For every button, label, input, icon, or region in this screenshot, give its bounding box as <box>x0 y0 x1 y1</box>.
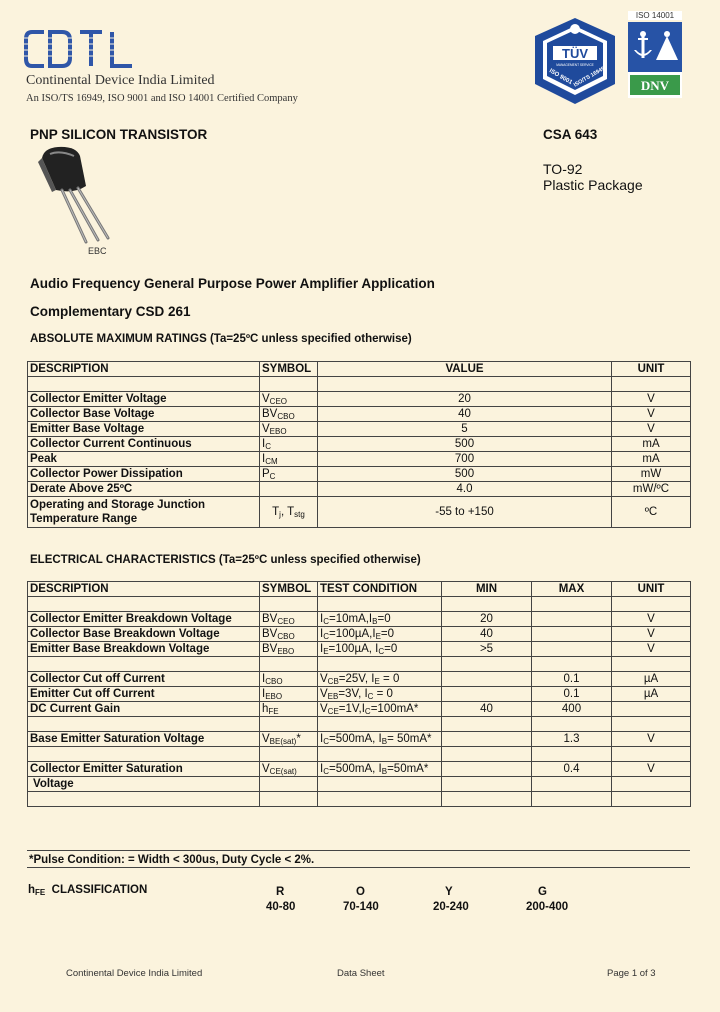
spacer-row <box>28 597 691 612</box>
header-max: MAX <box>532 582 612 597</box>
row-symbol: $BV_{CEO}$ <box>260 612 318 627</box>
cdil-logo <box>22 26 134 72</box>
row-test-condition: $I_C=10mA,I_B=0$ <box>318 612 442 627</box>
row-unit: V <box>612 392 691 407</box>
row-unit <box>612 702 691 717</box>
electrical-table <box>27 581 691 807</box>
row-description: Collector Emitter Breakdown Voltage <box>28 612 260 627</box>
header-value: VALUE <box>318 362 612 377</box>
tuv-iso-left: ISO 9001 <box>548 68 573 87</box>
row-max <box>532 627 612 642</box>
row-min: 40 <box>442 627 532 642</box>
tuv-iso-right: ISO/TS 16949 <box>572 65 607 89</box>
row-value: 500 <box>318 467 612 482</box>
row-symbol: $P_C$ <box>260 467 318 482</box>
spacer-row <box>28 377 691 392</box>
table-row <box>28 482 691 497</box>
header-symbol: SYMBOL <box>260 582 318 597</box>
row-max: 0.1 <box>532 687 612 702</box>
row-description: Base Emitter Saturation Voltage <box>28 732 260 747</box>
row-description: Collector Cut off Current <box>28 672 260 687</box>
spacer-row <box>28 657 691 672</box>
spacer-row <box>28 717 691 732</box>
header-min: MIN <box>442 582 532 597</box>
pin-labels: EBC <box>88 246 107 256</box>
table-row <box>28 422 691 437</box>
hfe-classification-title: $h_{FE}$ CLASSIFICATION <box>28 884 148 897</box>
row-unit: µA <box>612 672 691 687</box>
row-min: 20 <box>442 612 532 627</box>
row-value: 500 <box>318 437 612 452</box>
row-description: Emitter Base Voltage <box>28 422 260 437</box>
part-number: CSA 643 <box>543 127 598 142</box>
spacer-row <box>28 792 691 807</box>
iso14001-label: ISO 14001 <box>628 11 682 20</box>
row-symbol: $V_{EBO}$ <box>260 422 318 437</box>
table-row <box>28 702 691 717</box>
row-test-condition: $I_C=500mA$, $I_B= 50mA*$ <box>318 732 442 747</box>
row-unit: V <box>612 642 691 657</box>
row-unit: mA <box>612 452 691 467</box>
dnv-certification-logo <box>628 16 682 98</box>
tuv-certification-logo <box>527 16 623 106</box>
row-test-condition: $I_C=500mA$, $I_B=50mA*$ <box>318 762 442 777</box>
row-unit: V <box>612 732 691 747</box>
header-unit: UNIT <box>612 582 691 597</box>
hfe-range: 70-140 <box>343 901 379 913</box>
row-symbol: $I_C$ <box>260 437 318 452</box>
row-unit: V <box>612 762 691 777</box>
row-value: 5 <box>318 422 612 437</box>
footer-page-number: Page 1 of 3 <box>607 968 656 979</box>
row-test-condition: $V_{EB}=3V$, $I_C = 0$ <box>318 687 442 702</box>
row-min <box>442 762 532 777</box>
row-unit: µA <box>612 687 691 702</box>
header-test-condition: TEST CONDITION <box>318 582 442 597</box>
row-unit: mA <box>612 437 691 452</box>
row-test-condition: $I_C=100\mu A,I_E=0$ <box>318 627 442 642</box>
row-symbol: $I_{EBO}$ <box>260 687 318 702</box>
table-row <box>28 452 691 467</box>
tuv-sub: MANAGEMENT SERVICE <box>556 63 594 67</box>
row-test-condition: $V_{CB}=25V$, $I_E = 0$ <box>318 672 442 687</box>
row-min <box>442 672 532 687</box>
row-unit: V <box>612 422 691 437</box>
hfe-grade: G <box>538 886 547 898</box>
row-description: Collector Emitter Saturation <box>28 762 260 777</box>
row-max: 1.3 <box>532 732 612 747</box>
row-description: Collector Current Continuous <box>28 437 260 452</box>
table-row <box>28 627 691 642</box>
package-description: Plastic Package <box>543 177 643 193</box>
to92-package-drawing <box>30 142 120 262</box>
row-max: 0.4 <box>532 762 612 777</box>
row-unit: V <box>612 612 691 627</box>
header-description: DESCRIPTION <box>28 362 260 377</box>
footer-company: Continental Device India Limited <box>66 968 203 979</box>
row-symbol: $BV_{CBO}$ <box>260 407 318 422</box>
row-description: Peak <box>28 452 260 467</box>
table-header-row <box>28 362 691 377</box>
table-row <box>28 687 691 702</box>
row-min <box>442 687 532 702</box>
complementary-part: Complementary CSD 261 <box>30 304 191 319</box>
row-symbol: $BV_{CBO}$ <box>260 627 318 642</box>
header-symbol: SYMBOL <box>260 362 318 377</box>
dnv-label: DNV <box>640 78 670 93</box>
row-description: Collector Base Breakdown Voltage <box>28 627 260 642</box>
footer-doc-type: Data Sheet <box>337 968 385 979</box>
hfe-grade: R <box>276 886 285 898</box>
certification-line: An ISO/TS 16949, ISO 9001 and ISO 14001 Certified Company <box>26 93 298 104</box>
company-name: Continental Device India Limited <box>26 73 215 88</box>
table-row <box>28 407 691 422</box>
row-symbol: $h_{FE}$ <box>260 702 318 717</box>
application-title: Audio Frequency General Purpose Power Amplifier Application <box>30 276 435 291</box>
row-min: >5 <box>442 642 532 657</box>
abs-max-table <box>27 361 691 528</box>
row-test-condition: $V_{CE}=1V,I_C=100mA*$ <box>318 702 442 717</box>
row-description: Emitter Cut off Current <box>28 687 260 702</box>
transistor-type: PNP SILICON TRANSISTOR <box>30 127 208 142</box>
hfe-range: 200-400 <box>526 901 569 913</box>
row-unit: V <box>612 407 691 422</box>
row-max: 0.1 <box>532 672 612 687</box>
hfe-grade: Y <box>445 886 453 898</box>
row-unit: ºC <box>612 497 691 528</box>
header-unit: UNIT <box>612 362 691 377</box>
row-test-condition: $I_E=100\mu A$, $I_C=0$ <box>318 642 442 657</box>
row-value: 700 <box>318 452 612 467</box>
row-description-continued: Voltage <box>28 777 260 792</box>
table-row <box>28 437 691 452</box>
table-row <box>28 642 691 657</box>
table-row <box>28 762 691 777</box>
row-description: Collector Base Voltage <box>28 407 260 422</box>
row-symbol: $I_{CBO}$ <box>260 672 318 687</box>
table-row <box>28 612 691 627</box>
table-row <box>28 392 691 407</box>
row-description: Collector Power Dissipation <box>28 467 260 482</box>
row-min <box>442 732 532 747</box>
spacer-row <box>28 747 691 762</box>
table-row <box>28 672 691 687</box>
row-description: Derate Above 25ºC <box>28 482 260 497</box>
abs-max-title: ABSOLUTE MAXIMUM RATINGS (Ta=25ºC unless specified otherwise) <box>30 333 412 345</box>
table-row <box>28 732 691 747</box>
row-description: Collector Emitter Voltage <box>28 392 260 407</box>
hfe-grade: O <box>356 886 365 898</box>
table-row <box>28 497 691 528</box>
package-type: TO-92 <box>543 161 583 177</box>
row-description: DC Current Gain <box>28 702 260 717</box>
pulse-condition-note: *Pulse Condition: = Width < 300us, Duty Cycle < 2%. <box>27 850 690 868</box>
row-symbol: $T_j$, $T_{stg}$ <box>260 497 318 528</box>
row-max <box>532 612 612 627</box>
row-unit: mW/ºC <box>612 482 691 497</box>
table-row <box>28 777 691 792</box>
row-min: 40 <box>442 702 532 717</box>
row-symbol <box>260 482 318 497</box>
row-description: Emitter Base Breakdown Voltage <box>28 642 260 657</box>
header-description: DESCRIPTION <box>28 582 260 597</box>
row-max: 400 <box>532 702 612 717</box>
row-symbol: $V_{BE(sat)}*$ <box>260 732 318 747</box>
table-header-row <box>28 582 691 597</box>
row-symbol: $BV_{EBO}$ <box>260 642 318 657</box>
row-symbol: $V_{CEO}$ <box>260 392 318 407</box>
row-value: 20 <box>318 392 612 407</box>
row-description: Operating and Storage Junction Temperature Range <box>28 497 260 528</box>
hfe-range: 20-240 <box>433 901 469 913</box>
electrical-title: ELECTRICAL CHARACTERISTICS (Ta=25ºC unless specified otherwise) <box>30 554 421 566</box>
hfe-range: 40-80 <box>266 901 296 913</box>
row-symbol: $V_{CE(sat)}$ <box>260 762 318 777</box>
row-symbol: $I_{CM}$ <box>260 452 318 467</box>
tuv-brand: TÜV <box>562 46 588 61</box>
table-row <box>28 467 691 482</box>
row-unit: mW <box>612 467 691 482</box>
row-max <box>532 642 612 657</box>
row-value: 40 <box>318 407 612 422</box>
row-value: 4.0 <box>318 482 612 497</box>
row-unit: V <box>612 627 691 642</box>
row-value: -55 to +150 <box>318 497 612 528</box>
